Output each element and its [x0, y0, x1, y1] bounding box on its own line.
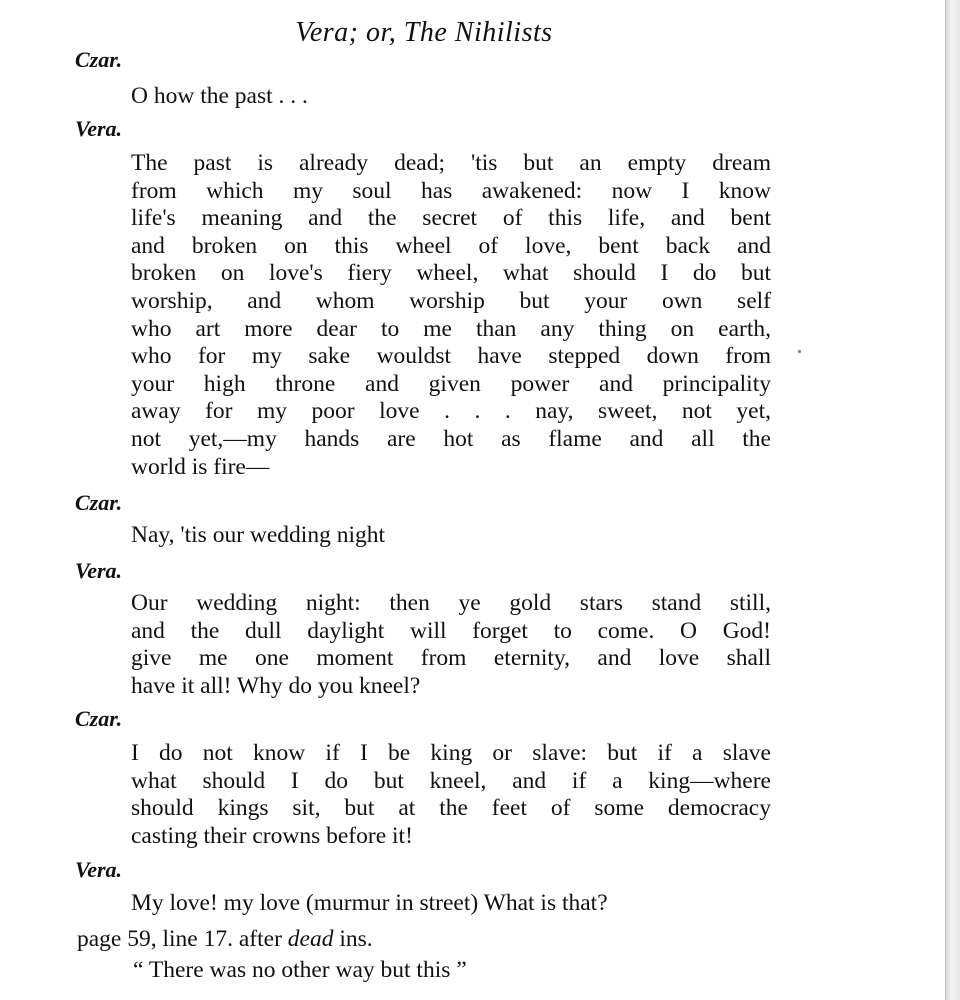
dialogue-line: your high throne and given power and principality [131, 370, 771, 397]
dialogue-line: not yet,—my hands are hot as flame and all the [131, 426, 771, 452]
dialogue-line: worship, and whom worship but your own self [131, 288, 771, 314]
dialogue-line: what should I do but kneel, and if a king—where [131, 767, 771, 794]
note-prefix: page 59, line 17. after [77, 926, 288, 952]
page-speck [798, 350, 801, 353]
dialogue-line: away for my poor love . . . nay, sweet, not yet, [131, 398, 771, 425]
correction-note [77, 926, 373, 953]
page-edge [945, 0, 960, 1000]
dialogue-line: who for my sake wouldst have stepped down from [131, 343, 771, 370]
dialogue-line: Our wedding night: then ye gold stars stand still, [131, 590, 771, 616]
dialogue-line: I do not know if I be king or slave: but if a slave [131, 740, 771, 766]
dialogue-line: Nay, 'tis our wedding night [131, 522, 386, 548]
dialogue-line: life's meaning and the secret of this life, and bent [131, 205, 771, 232]
speaker-name: Czar. [75, 490, 123, 515]
dialogue-line: have it all! Why do you kneel? [131, 672, 421, 699]
dialogue-line: from which my soul has awakened: now I know [131, 177, 771, 204]
dialogue-line: casting their crowns before it! [131, 822, 413, 849]
running-title: Vera; or, The Nihilists [295, 17, 553, 48]
dialogue-line: and broken on this wheel of love, bent back and [131, 232, 771, 259]
dialogue-line: O how the past . . . [131, 83, 308, 109]
speaker-name: Vera. [75, 116, 123, 141]
dialogue-line: broken on love's fiery wheel, what should I do but [131, 260, 771, 287]
dialogue-line: should kings sit, but at the feet of some democracy [131, 795, 771, 822]
dialogue-line: and the dull daylight will forget to come. O God! [131, 617, 771, 644]
dialogue-line: who art more dear to me than any thing on earth, [131, 315, 771, 342]
dialogue-line: My love! my love (murmur in street) What is that? [131, 890, 608, 916]
inserted-quote: “ There was no other way but this ” [133, 957, 467, 983]
note-emphasis: dead [287, 926, 334, 952]
speaker-name: Czar. [75, 47, 123, 72]
dialogue-line: world is fire— [131, 453, 270, 480]
speaker-name: Vera. [75, 857, 123, 882]
note-suffix: ins. [333, 926, 373, 952]
dialogue-line: give me one moment from eternity, and love shall [131, 645, 771, 672]
dialogue-line: The past is already dead; 'tis but an empty dream [131, 150, 771, 176]
speaker-name: Vera. [75, 558, 123, 583]
speaker-name: Czar. [75, 706, 123, 731]
